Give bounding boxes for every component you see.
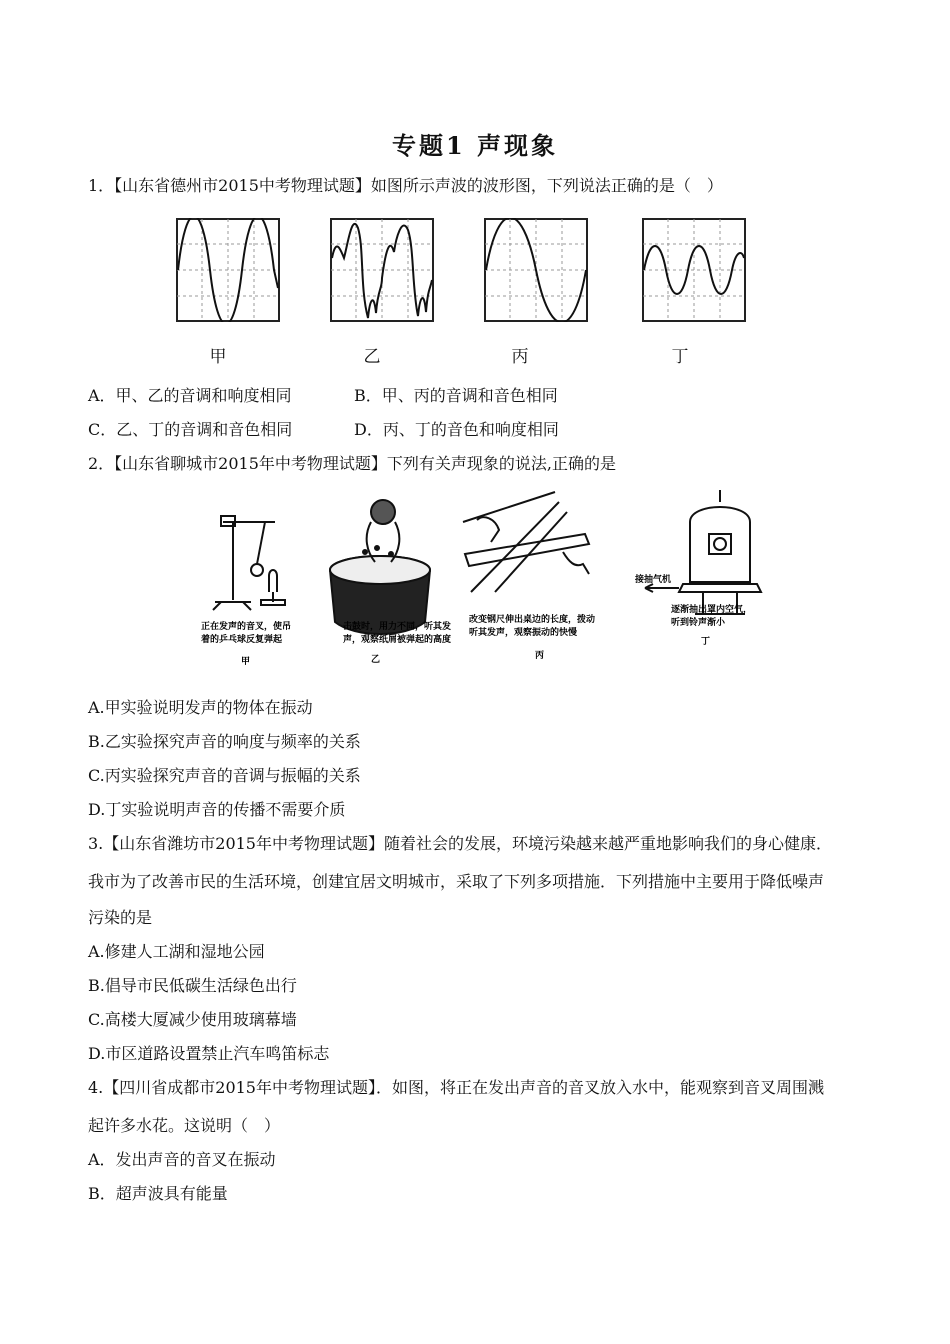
caption-ding-line1: 逐渐抽出罩内空气，: [671, 605, 753, 615]
waveform-ding: [642, 218, 746, 326]
q1-option-c: C．乙、丁的音调和音色相同: [88, 420, 293, 439]
steel-ruler-drawing: [463, 492, 589, 592]
wave-label-bing: 丙: [511, 347, 529, 367]
caption-ding-line2: 听到铃声渐小: [671, 618, 726, 628]
q3-option-a: A.修建人工湖和湿地公园: [88, 942, 265, 961]
q2-option-b: B.乙实验探究声音的响度与频率的关系: [88, 732, 361, 751]
tuning-fork-stand-drawing: [213, 516, 285, 610]
pump-label: 接抽气机: [635, 575, 672, 585]
fig-label-yi: 乙: [371, 655, 381, 665]
waveform-bing: [484, 218, 588, 326]
wave-label-yi: 乙: [363, 347, 381, 367]
q2-option-c: C.丙实验探究声音的音调与振幅的关系: [88, 766, 361, 785]
question-3-stem-line2: 我市为了改善市民的生活环境，创建宜居文明城市，采取了下列多项措施．下列措施中主要用于降低噪声: [88, 872, 825, 891]
caption-jia-line2: 着的乒乓球反复弹起: [201, 635, 283, 645]
question-1-stem: 1．【山东省德州市2015中考物理试题】如图所示声波的波形图，下列说法正确的是（ ）: [88, 176, 723, 195]
experiment-figure: [195, 482, 765, 676]
q3-option-c: C.高楼大厦减少使用玻璃幕墙: [88, 1010, 297, 1029]
q1-option-d: D．丙、丁的音色和响度相同: [354, 420, 559, 439]
fig-label-bing: 丙: [535, 651, 545, 661]
q4-option-b: B．超声波具有能量: [88, 1184, 228, 1203]
q1-option-b: B．甲、丙的音调和音色相同: [354, 386, 558, 405]
question-2-stem: 2．【山东省聊城市2015年中考物理试题】下列有关声现象的说法,正确的是: [88, 454, 616, 473]
q3-option-d: D.市区道路设置禁止汽车鸣笛标志: [88, 1044, 330, 1063]
fig-label-ding: 丁: [701, 637, 711, 647]
question-3-stem-line1: 3.【山东省潍坊市2015年中考物理试题】随着社会的发展，环境污染越来越严重地影响我们的身心健康．: [88, 834, 832, 853]
caption-jia-line1: 正在发声的音叉，使吊: [201, 622, 292, 632]
question-3-stem-line3: 污染的是: [88, 908, 153, 927]
q2-option-a: A.甲实验说明发声的物体在振动: [88, 698, 313, 717]
fig-label-jia: 甲: [241, 657, 251, 667]
q3-option-b: B.倡导市民低碳生活绿色出行: [88, 976, 297, 995]
waveform-yi: [330, 218, 434, 326]
drum-drawing: [330, 500, 430, 634]
caption-bing-line1: 改变钢尺伸出桌边的长度，拨动: [469, 615, 596, 625]
bell-jar-drawing: [645, 490, 761, 614]
page-title: 专题1 声现象: [391, 131, 559, 160]
wave-label-jia: 甲: [209, 347, 227, 367]
q2-option-d: D.丁实验说明声音的传播不需要介质: [88, 800, 346, 819]
waveform-jia: [176, 218, 280, 326]
q1-option-a: A．甲、乙的音调和响度相同: [88, 386, 292, 405]
caption-yi-line2: 声，观察纸屑被弹起的高度: [343, 635, 452, 645]
question-4-stem-line1: 4.【四川省成都市2015年中考物理试题】．如图，将正在发出声音的音叉放入水中，能观察到音叉周围溅: [88, 1078, 824, 1097]
experiment-illustration: [195, 482, 765, 672]
question-4-stem-line2: 起许多水花。这说明（ ）: [88, 1116, 281, 1135]
caption-yi-line1: 击鼓时，用力不同，听其发: [343, 622, 452, 632]
q4-option-a: A．发出声音的音叉在振动: [88, 1150, 276, 1169]
wave-label-ding: 丁: [671, 347, 689, 367]
caption-bing-line2: 听其发声，观察振动的快慢: [469, 628, 578, 638]
